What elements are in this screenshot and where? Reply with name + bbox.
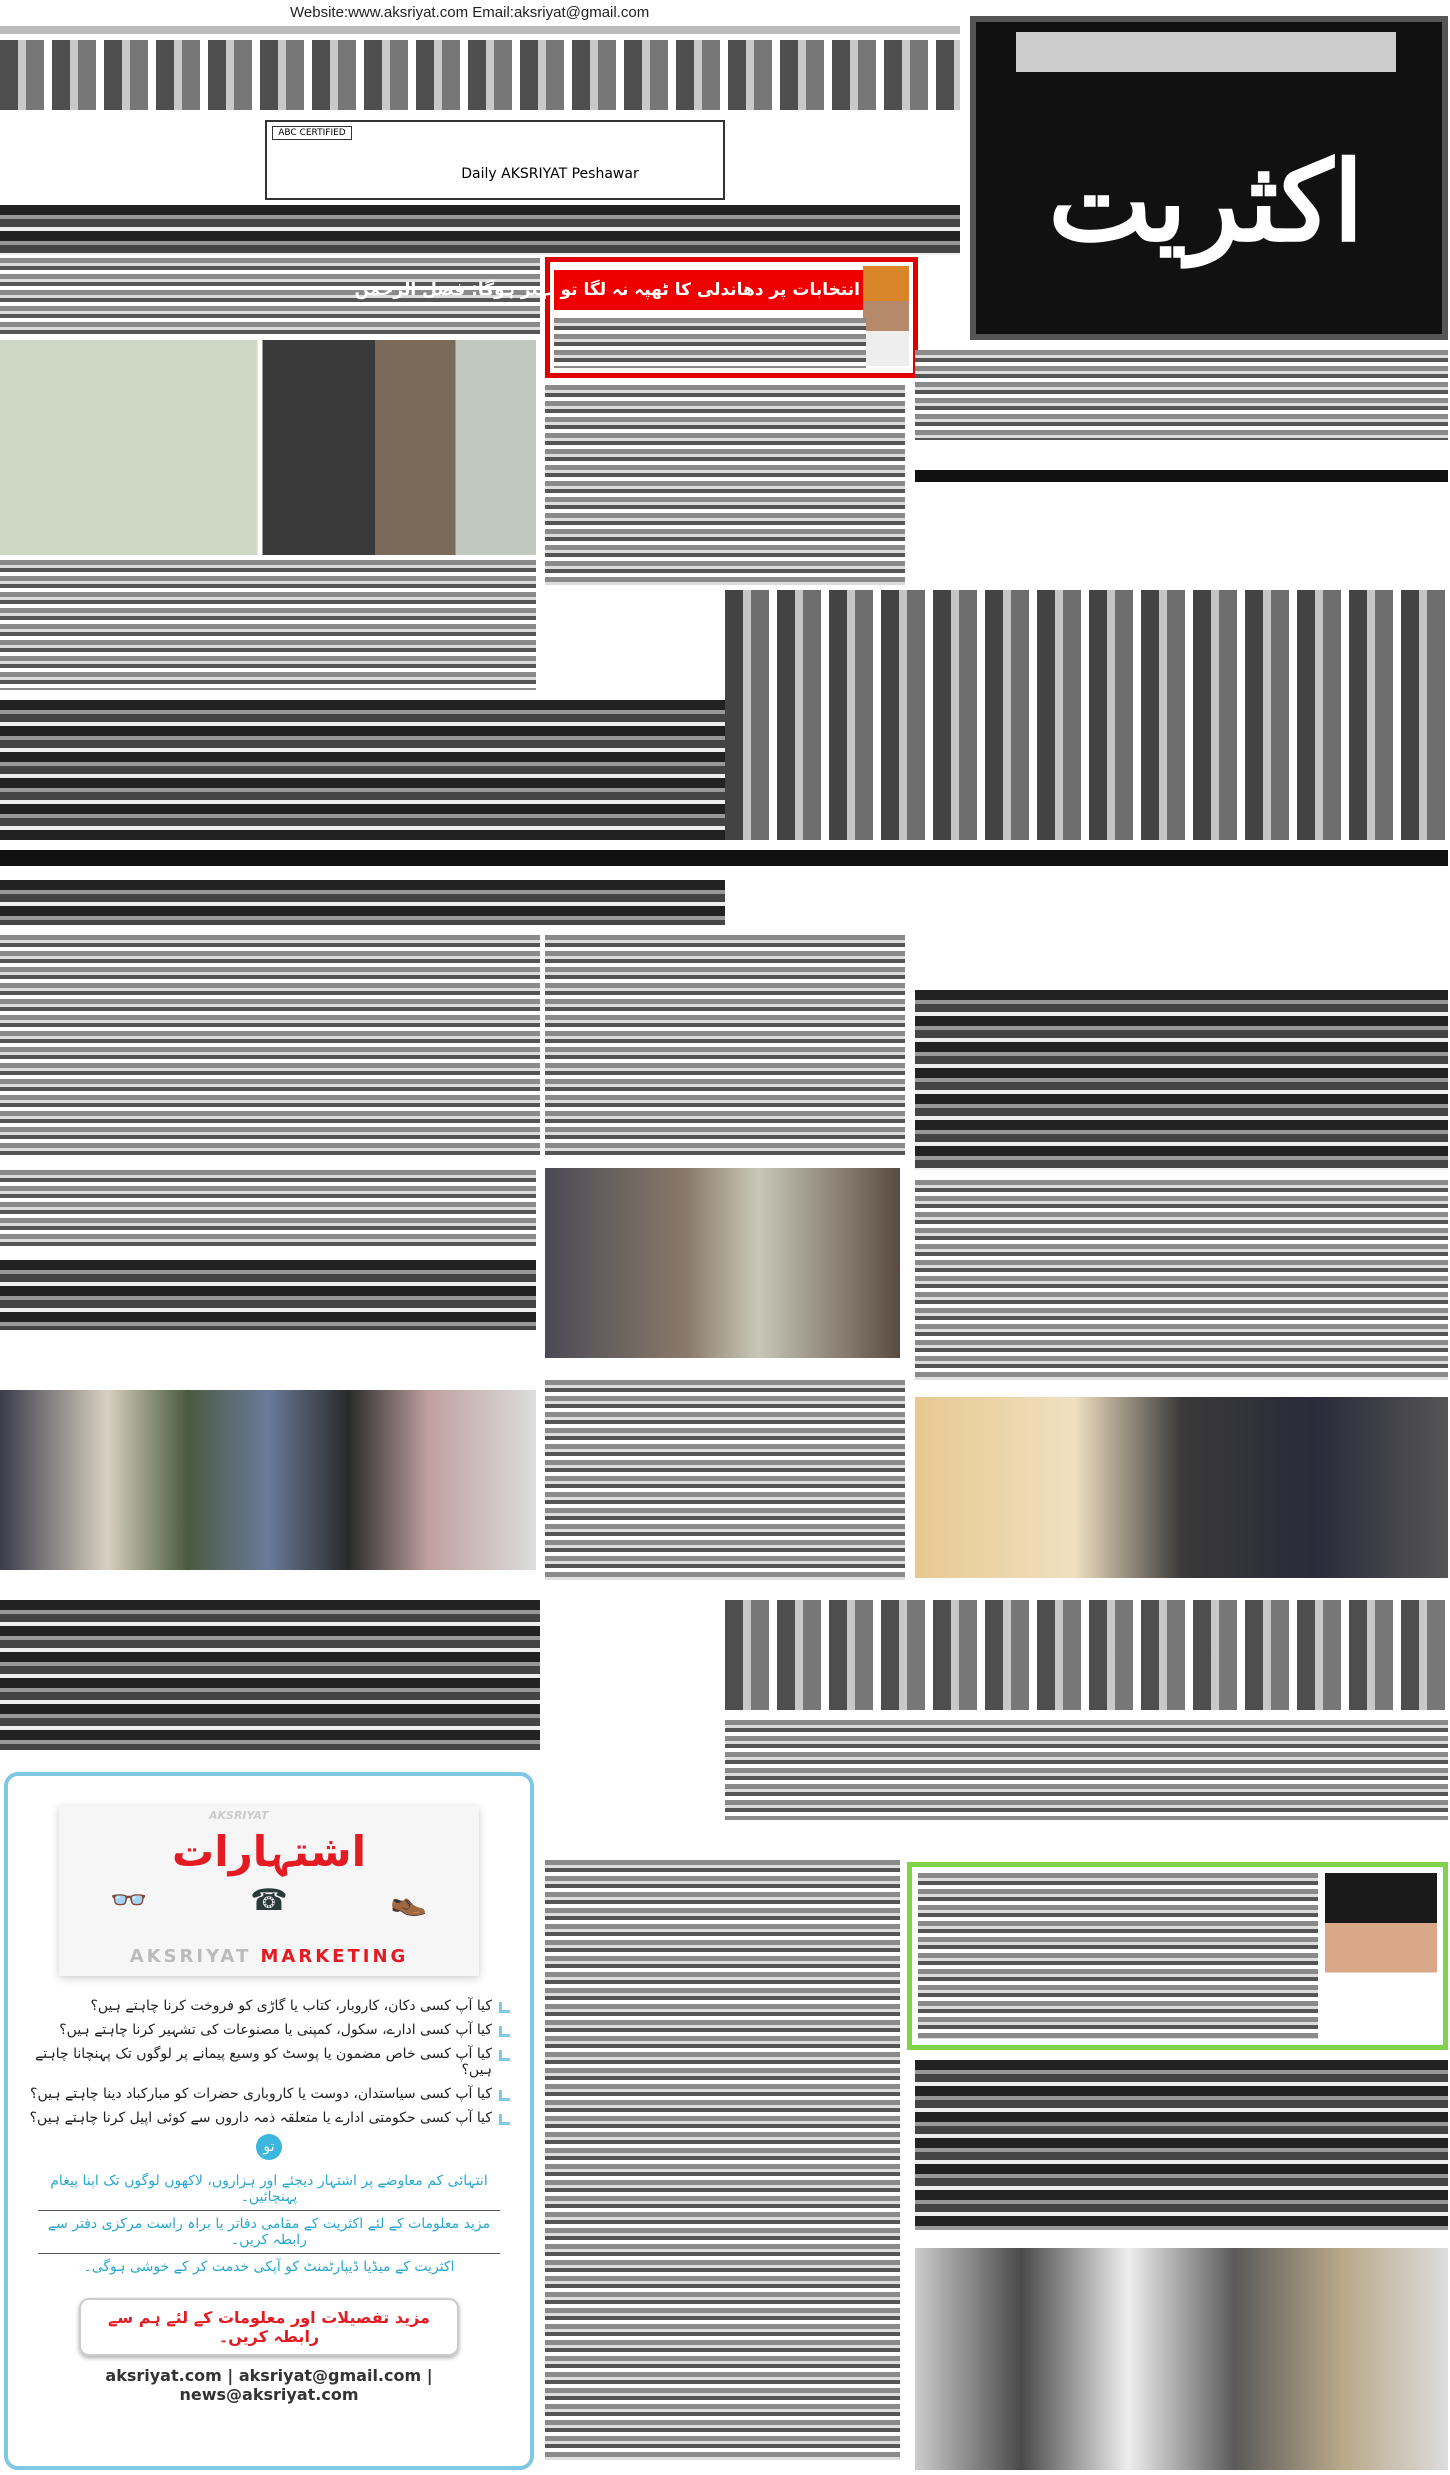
ad-title: اشتہارات: [171, 1827, 366, 1876]
portrait-photo: [863, 266, 909, 366]
news-column: [915, 350, 1448, 440]
telephone-icon: ☎: [250, 1883, 288, 1918]
ad-banner: [59, 1806, 479, 1976]
news-photo: [0, 340, 536, 555]
sandal-icon: 👞: [390, 1883, 428, 1918]
abc-badge: ABC CERTIFIED: [272, 126, 352, 140]
news-column: [725, 1720, 1448, 1820]
news-column: [545, 1860, 900, 2460]
news-column: [915, 1180, 1448, 1380]
to-badge: تو: [256, 2134, 282, 2160]
sub-headline: [0, 700, 725, 840]
news-column: [0, 935, 540, 1155]
photo-caption: [0, 560, 536, 690]
ad-contact-footer[interactable]: aksriyat.com | aksriyat@gmail.com | news@aksriyat.com: [105, 2366, 433, 2404]
news-column: [0, 1170, 536, 1250]
logo-text: اکثریت: [1048, 137, 1364, 266]
polling-station-photo: [0, 1390, 536, 1570]
masthead-logo: [970, 16, 1448, 340]
sunglasses-icon: 👓: [110, 1883, 148, 1918]
news-column: [915, 2060, 1448, 2230]
featured-news-box[interactable]: [354, 257, 918, 378]
news-column: [545, 1380, 905, 1580]
news-text: [918, 1873, 1318, 2039]
voters-photo: [545, 1168, 900, 1358]
ad-question: کیا آپ کسی خاص مضمون یا پوسٹ کو وسیع پیمانے پر لوگوں تک پہنچانا چاہتے ہیں؟: [28, 2046, 510, 2078]
ad-question: کیا آپ کسی دکان، کاروبار، کتاب یا گاڑی کو فروخت کرنا چاہتے ہیں؟: [28, 1998, 510, 2014]
ad-brand-b: MARKETING: [260, 1946, 409, 1967]
divider: [915, 470, 1448, 482]
website-line: Website:www.aksriyat.com Email:aksriyat@gmail.com: [290, 4, 650, 21]
second-headline: [725, 1600, 1448, 1710]
ad-line: اکثریت کے میڈیا ڈیپارٹمنٹ کو آپکی خدمت کر کے خوشی ہوگی۔: [83, 2259, 455, 2275]
divider: [0, 850, 1448, 866]
ad-question: کیا آپ کسی ادارے، سکول، کمپنی یا مصنوعات کی تشہیر کرنا چاہتے ہیں؟: [28, 2022, 510, 2038]
contact-cta[interactable]: مزید تفصیلات اور معلومات کے لئے ہم سے رابطہ کریں۔: [79, 2298, 459, 2356]
featured-headline: انتخابات پر دھاندلی کا ٹھپہ نہ لگا تو بہتر ہوگا: فضل الرحمن: [554, 270, 866, 310]
queue-photo: [915, 2248, 1448, 2470]
feature-box[interactable]: [907, 1862, 1448, 2050]
edition-label: Daily AKSRIYAT Peshawar: [461, 166, 639, 182]
news-column: [545, 935, 905, 1155]
top-rule: [0, 26, 960, 34]
sub-headline: [0, 880, 725, 925]
ad-question: کیا آپ کسی سیاستدان، دوست یا کاروباری حضرات کو مبارکباد دینا چاہتے ہیں؟: [28, 2086, 510, 2102]
main-headline: [725, 590, 1448, 840]
news-column: [0, 205, 960, 255]
ad-question: کیا آپ کسی حکومتی ادارے یا متعلقہ ذمہ داروں سے کوئی اپیل کرنا چاہتے ہیں؟: [28, 2110, 510, 2126]
news-text: [554, 318, 866, 368]
top-headline: [0, 40, 960, 110]
portrait-photo: [1325, 1873, 1437, 2039]
ad-line: مزید معلومات کے لئے اکثریت کے مقامی دفاتر یا براہ راست مرکزی دفتر سے رابطہ کریں۔: [38, 2211, 500, 2254]
news-column: [915, 990, 1448, 1170]
news-column: [0, 1600, 540, 1750]
news-column: [545, 385, 905, 585]
ad-brand-a: AKSRIYAT: [129, 1946, 252, 1967]
news-column: [0, 1260, 536, 1330]
ad-brand-small: AKSRIYAT: [209, 1809, 269, 1822]
marketing-advertisement[interactable]: [4, 1772, 534, 2470]
officials-photo: [915, 1397, 1448, 1578]
ad-line: انتہائی کم معاوضے پر اشتہار دیجئے اور ہزاروں، لاکھوں لوگوں تک اپنا پیغام پہنچائیں۔: [38, 2168, 500, 2211]
